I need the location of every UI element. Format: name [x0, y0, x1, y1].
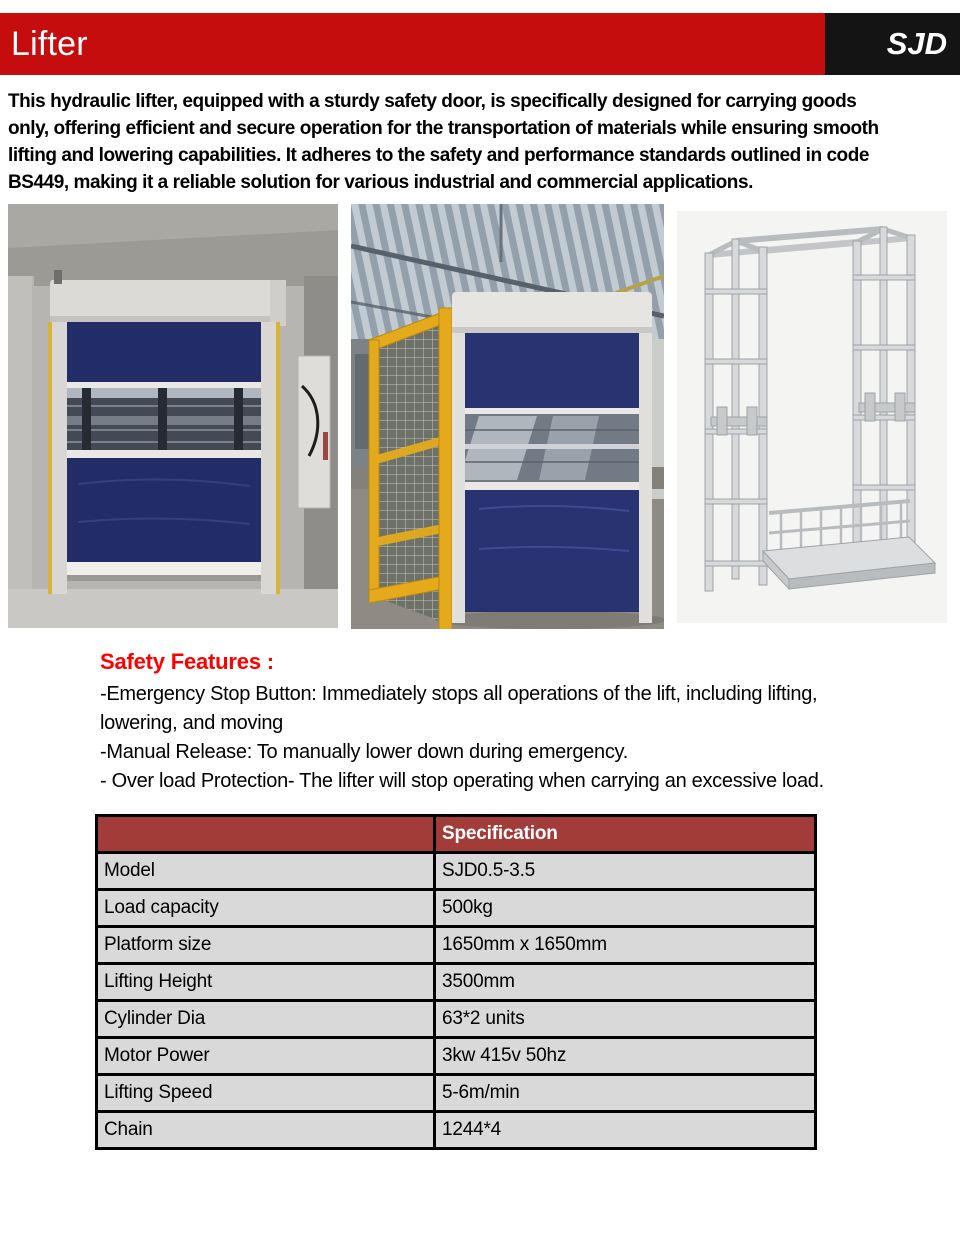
spec-label-cell: Cylinder Dia: [97, 1001, 435, 1038]
spec-value-cell: 3500mm: [435, 964, 816, 1001]
spec-value-cell: 1244*4: [435, 1112, 816, 1149]
table-row: [97, 964, 816, 1001]
spec-label-cell: Platform size: [97, 927, 435, 964]
guide-frame-illustration: [677, 211, 947, 623]
table-row: [97, 1001, 816, 1038]
product-render-guide-frame: [677, 211, 947, 623]
safety-features-section: [100, 649, 845, 796]
product-photo-cage-lift: [351, 204, 664, 629]
table-row: [97, 927, 816, 964]
table-row: [97, 1112, 816, 1149]
roller-door-illustration: [8, 204, 338, 628]
spec-value-cell: SJD0.5-3.5: [435, 853, 816, 890]
spec-label-cell: Model: [97, 853, 435, 890]
table-row: [97, 853, 816, 890]
brand-logo: SJD: [886, 26, 947, 61]
page-header: [0, 13, 960, 75]
intro-paragraph: This hydraulic lifter, equipped with a sturdy safety door, is specifically designed for carrying goods only, offering efficient and secure operation for the transportation of materials while ensuring smooth lifting and lowering capabilities. It adheres to the safety and performance standards outlined in code BS449, making it a reliable solution for various industrial and commercial applications.: [8, 91, 879, 193]
spec-value-cell: 63*2 units: [435, 1001, 816, 1038]
safety-feature-item: -Manual Release: To manually lower down during emergency.: [100, 741, 628, 763]
spec-header-empty-cell: [97, 816, 435, 853]
page-title: Lifter: [11, 24, 88, 63]
cage-lift-illustration: [351, 204, 664, 629]
spec-label-cell: Load capacity: [97, 890, 435, 927]
table-row: [97, 1038, 816, 1075]
product-photo-roller-door: [8, 204, 338, 628]
spec-label-cell: Lifting Height: [97, 964, 435, 1001]
spec-value-cell: 500kg: [435, 890, 816, 927]
safety-features-heading: Safety Features :: [100, 649, 274, 674]
brand-box: [825, 13, 960, 75]
title-bar: [0, 13, 825, 75]
safety-feature-item: -Emergency Stop Button: Immediately stops all operations of the lift, including lifting, lowering, and moving: [100, 683, 818, 734]
product-photo-strip: [8, 204, 960, 629]
spec-label-cell: Chain: [97, 1112, 435, 1149]
spec-value-cell: 1650mm x 1650mm: [435, 927, 816, 964]
spec-label-cell: Lifting Speed: [97, 1075, 435, 1112]
specification-table: [95, 814, 817, 1150]
table-header-row: [97, 816, 816, 853]
table-row: [97, 890, 816, 927]
spec-header-cell: Specification: [435, 816, 816, 853]
table-row: [97, 1075, 816, 1112]
safety-feature-item: - Over load Protection- The lifter will stop operating when carrying an excessive load.: [100, 770, 824, 792]
spec-label-cell: Motor Power: [97, 1038, 435, 1075]
spec-value-cell: 5-6m/min: [435, 1075, 816, 1112]
spec-value-cell: 3kw 415v 50hz: [435, 1038, 816, 1075]
